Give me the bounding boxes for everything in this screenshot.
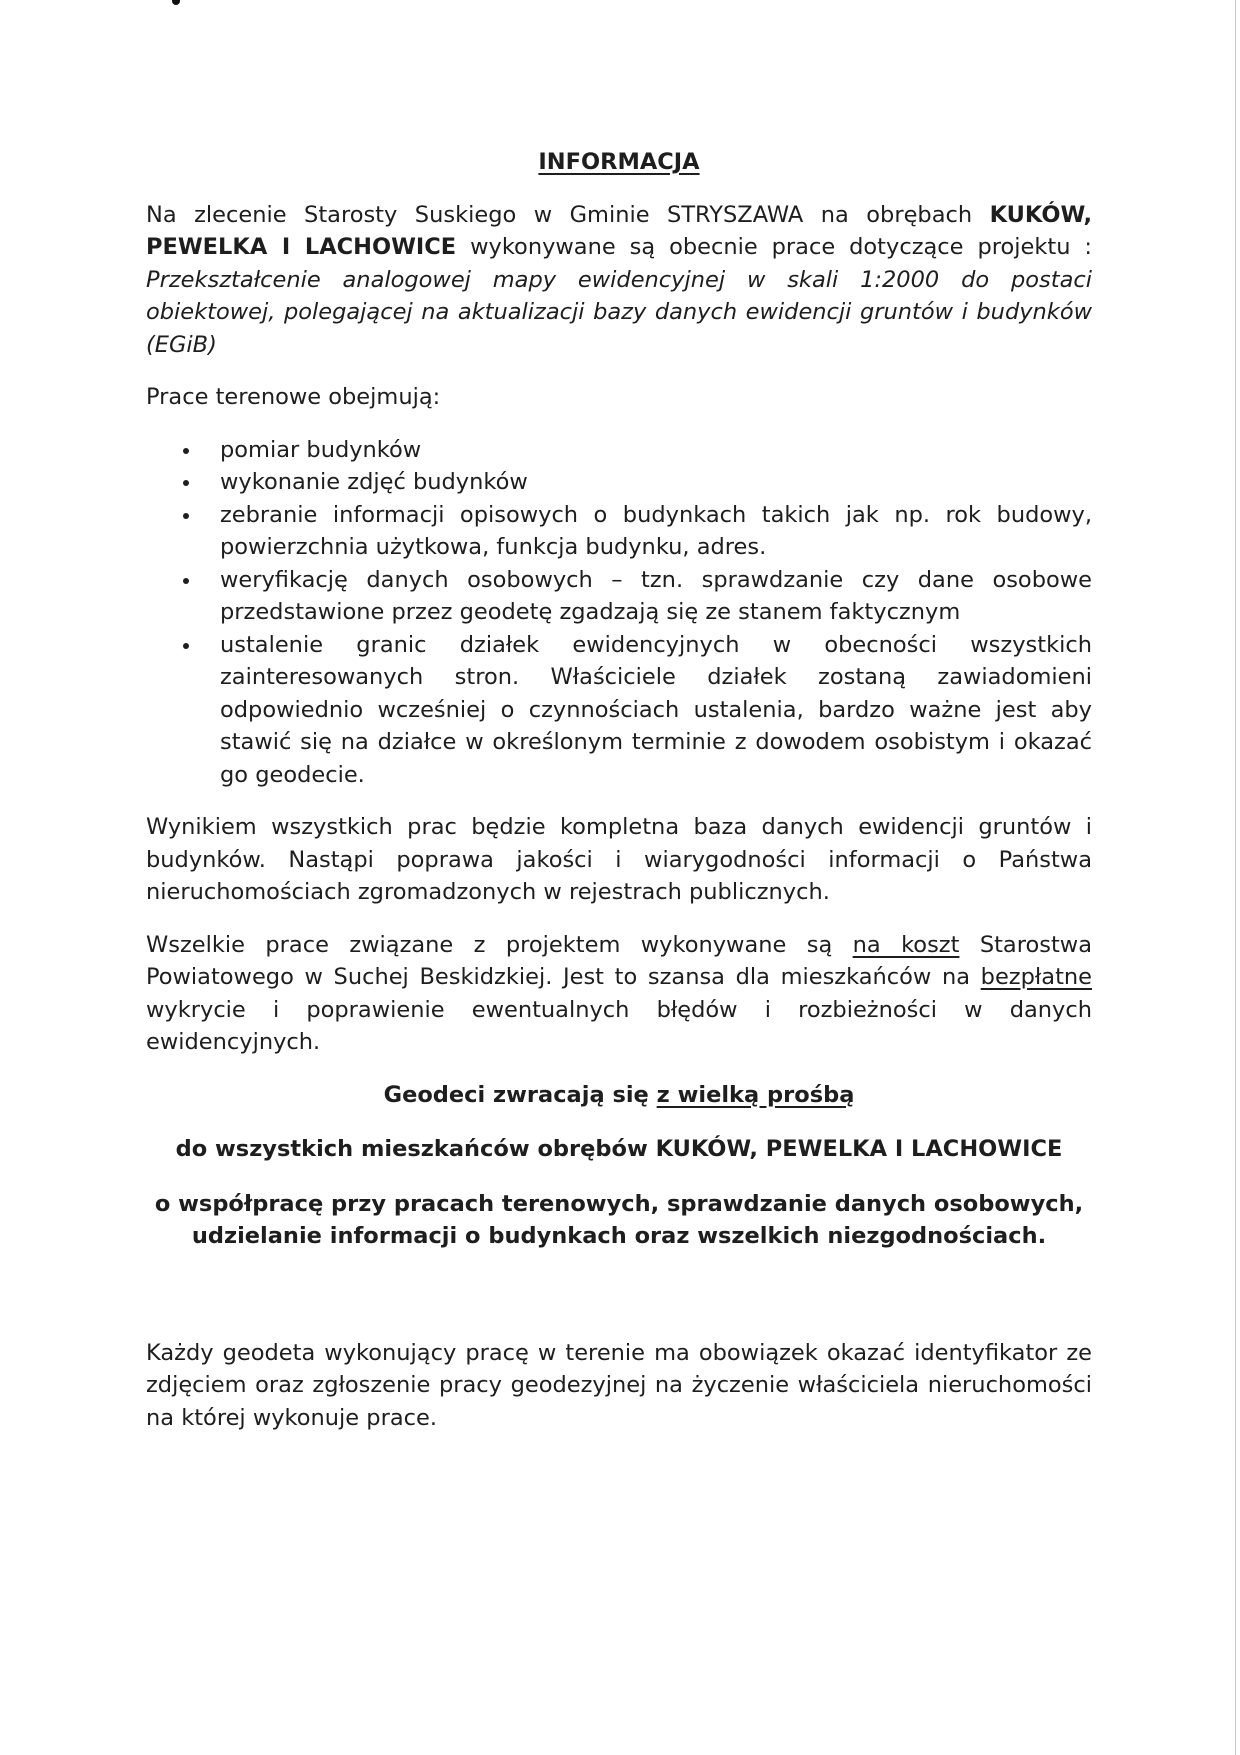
result-paragraph: Wynikiem wszystkich prac będzie kompletna baza danych ewidencji gruntów i budynków. Nastąpi poprawa jakości i wiarygodności informacji o Państwa nieruchomościach zgromadzonych w rejestrach publicznych.: [146, 814, 1092, 905]
closing-paragraph: Każdy geodeta wykonujący pracę w terenie ma obowiązek okazać identyfikator ze zdjęciem oraz zgłoszenie pracy geodezyjnej na życzenie właściciela nieruchomości na której wykonuje prace.: [146, 1339, 1092, 1431]
list-item: zebranie informacji opisowych o budynkach takich jak np. rok budowy, powierzchnia użytkowa, funkcja budynku, adres.: [220, 499, 1092, 564]
appeal-line-1: [146, 1079, 1092, 1112]
intro-areas: KUKÓW, PEWELKA I LACHOWICE: [146, 201, 1092, 260]
intro-paragraph: [146, 199, 1092, 362]
cost-underline-2: bezpłatne: [980, 964, 1092, 990]
cost-text-3: wykrycie i poprawienie ewentualnych błędów i rozbieżności w danych ewidencyjnych.: [146, 996, 1092, 1055]
appeal-emphasis: z wielką prośbą: [656, 1081, 855, 1108]
list-item: weryfikację danych osobowych – tzn. sprawdzanie czy dane osobowe przedstawione przez geodetę zgadzają się ze stanem faktycznym: [220, 564, 1092, 629]
cost-text-1: Wszelkie prace związane z projektem wykonywane są: [146, 931, 853, 958]
intro-text-1: Na zlecenie Starosty Suskiego w Gminie STRYSZAWA na obrębach: [146, 201, 990, 228]
appeal-line-3: o współpracę przy pracach terenowych, sprawdzanie danych osobowych, udzielanie informacji o budynkach oraz wszelkich niezgodnościach.: [154, 1190, 1084, 1249]
intro-text-2: wykonywane są obecnie prace dotyczące projektu :: [456, 234, 1092, 260]
scan-mark: [172, 0, 180, 5]
works-list: [146, 434, 1092, 792]
project-name: Przekształcenie analogowej mapy ewidencyjnej w skali 1:2000 do postaci obiektowej, polegającej na aktualizacji bazy danych ewidencji gruntów i budynków (EGiB): [146, 266, 1092, 358]
cost-paragraph: [146, 929, 1092, 1059]
page-edge: [1235, 0, 1236, 1755]
appeal-line-2: do wszystkich mieszkańców obrębów KUKÓW, PEWELKA I LACHOWICE: [175, 1136, 1063, 1162]
document-title: INFORMACJA: [538, 149, 700, 175]
list-item: pomiar budynków: [220, 434, 1092, 467]
cost-text-2: Starostwa Powiatowego w Suchej Beskidzkiej. Jest to szansa dla mieszkańców na: [146, 931, 1092, 990]
works-heading: Prace terenowe obejmują:: [146, 384, 441, 410]
list-item: wykonanie zdjęć budynków: [220, 466, 1092, 499]
appeal-text: Geodeci zwracają się: [383, 1081, 657, 1108]
list-item: ustalenie granic działek ewidencyjnych w obecności wszystkich zainteresowanych stron. Właściciele działek zostaną zawiadomieni odpowiednio wcześniej o czynnościach ustalenia, bardzo ważne jest aby stawić się na działce w określonym terminie z dowodem osobistym i okazać go geodecie.: [220, 629, 1092, 792]
cost-underline-1: na koszt: [852, 931, 960, 958]
document-body: [146, 146, 1092, 1434]
